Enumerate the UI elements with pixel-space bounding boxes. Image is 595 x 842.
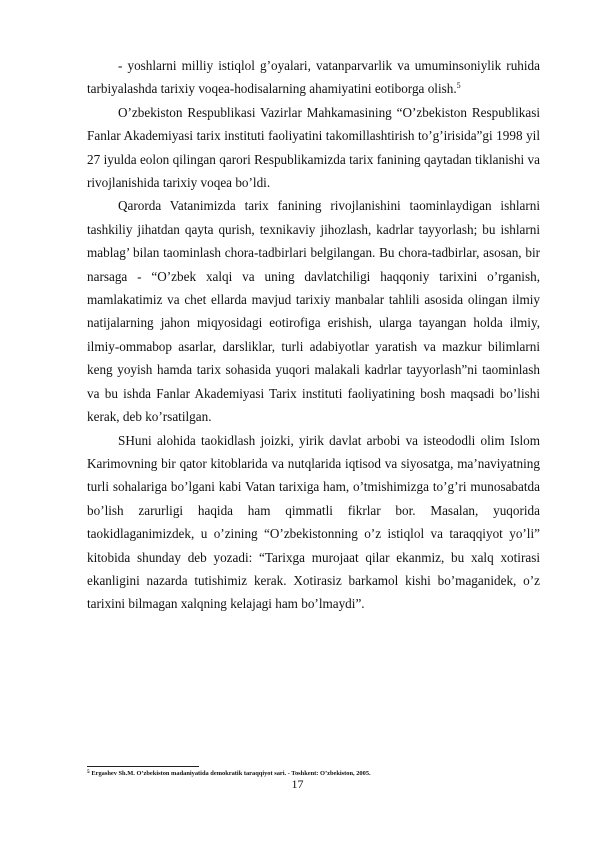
footnote-divider — [87, 766, 199, 767]
footnote-text: Ergashev Sh.M. O’zbekiston madaniyatida demokratik taraqqiyot sari. - Toshkent: O’zbekiston, 2005. — [89, 770, 371, 777]
paragraph-4-text: SHuni alohida taokidlash joizki, yirik davlat arbobi va isteododli olim Islom Karimovning bir qator kitoblarida va nutqlarida iqtisod va siyosatga, ma’naviyatning turli sohalariga bo’lgani kabi Vatan tarixiga ham, o’tmishimizga to’g’ri munosabatda bo’lish zarurligi haqida ham qimmatli fikrlar bor. Masalan, yuqorida taokidlaganimizdek, u o’zining “O’zbekistonning o’z istiqlol va taraqqiyot yo’li” kitobida shunday deb yozadi: “Tarixga murojaat qilar ekanmiz, bu xalq xotirasi ekanligini nazarda tutishimiz kerak. Xotirasiz barkamol kishi bo’maganidek, o’z tarixini bilmagan xalqning kelajagi ham bo’lmaydi”. — [87, 432, 540, 612]
footnote-reference: 5 — [456, 81, 461, 91]
paragraph-4 — [87, 429, 540, 616]
paragraph-1-text: - yoshlarni milliy istiqlol g’oyalari, vatanparvarlik va umuminsoniylik ruhida tarbiyalashda tarixiy voqea-hodisalarning ahamiyatini eotiborga olish. — [87, 58, 540, 97]
paragraph-1 — [87, 54, 540, 101]
footnote-marker: 5 — [87, 769, 90, 775]
paragraph-2-text: O’zbekiston Respublikasi Vazirlar Mahkamasining “O’zbekiston Respublikasi Fanlar Akademiyasi tarix instituti faoliyatini takomillashtirish to’g’irisida”gi 1998 yil 27 iyulda eolon qilingan qarori Respublikamizda tarix fanining qaytadan tiklanishi va rivojlanishida tarixiy voqea bo’ldi. — [87, 104, 540, 191]
paragraph-3 — [87, 194, 540, 428]
body-text — [87, 54, 540, 616]
paragraph-2 — [87, 101, 540, 195]
paragraph-3-text: Qarorda Vatanimizda tarix fanining rivojlanishini taominlaydigan ishlarni tashkiliy jihatdan qayta qurish, texnikaviy jihozlash, kadrlar tayyorlash; bu ishlarni mablag’ bilan taominlash chora-tadbirlari belgilangan. Bu chora-tadbirlar, asosan, bir narsaga - “O’zbek xalqi va uning davlatchiligi haqqoniy tarixini o’rganish, mamlakatimiz va chet ellarda mavjud tarixiy manbalar tahlili asosida olingan ilmiy natijalarning jahon miqyosidagi eotirofiga erishish, ularga tayangan holda ilmiy, ilmiy-ommabop asarlar, darsliklar, turli adabiyotlar yaratish va mazkur bilimlarni keng yoyish hamda tarix sohasida yuqori malakali kadrlar tayyorlash”ni taominlash va bu ishda Fanlar Akademiyasi Tarix instituti faoliyatining bosh maqsadi bo’lishi kerak, deb ko’rsatilgan. — [87, 198, 540, 425]
page-number: 17 — [291, 777, 304, 791]
